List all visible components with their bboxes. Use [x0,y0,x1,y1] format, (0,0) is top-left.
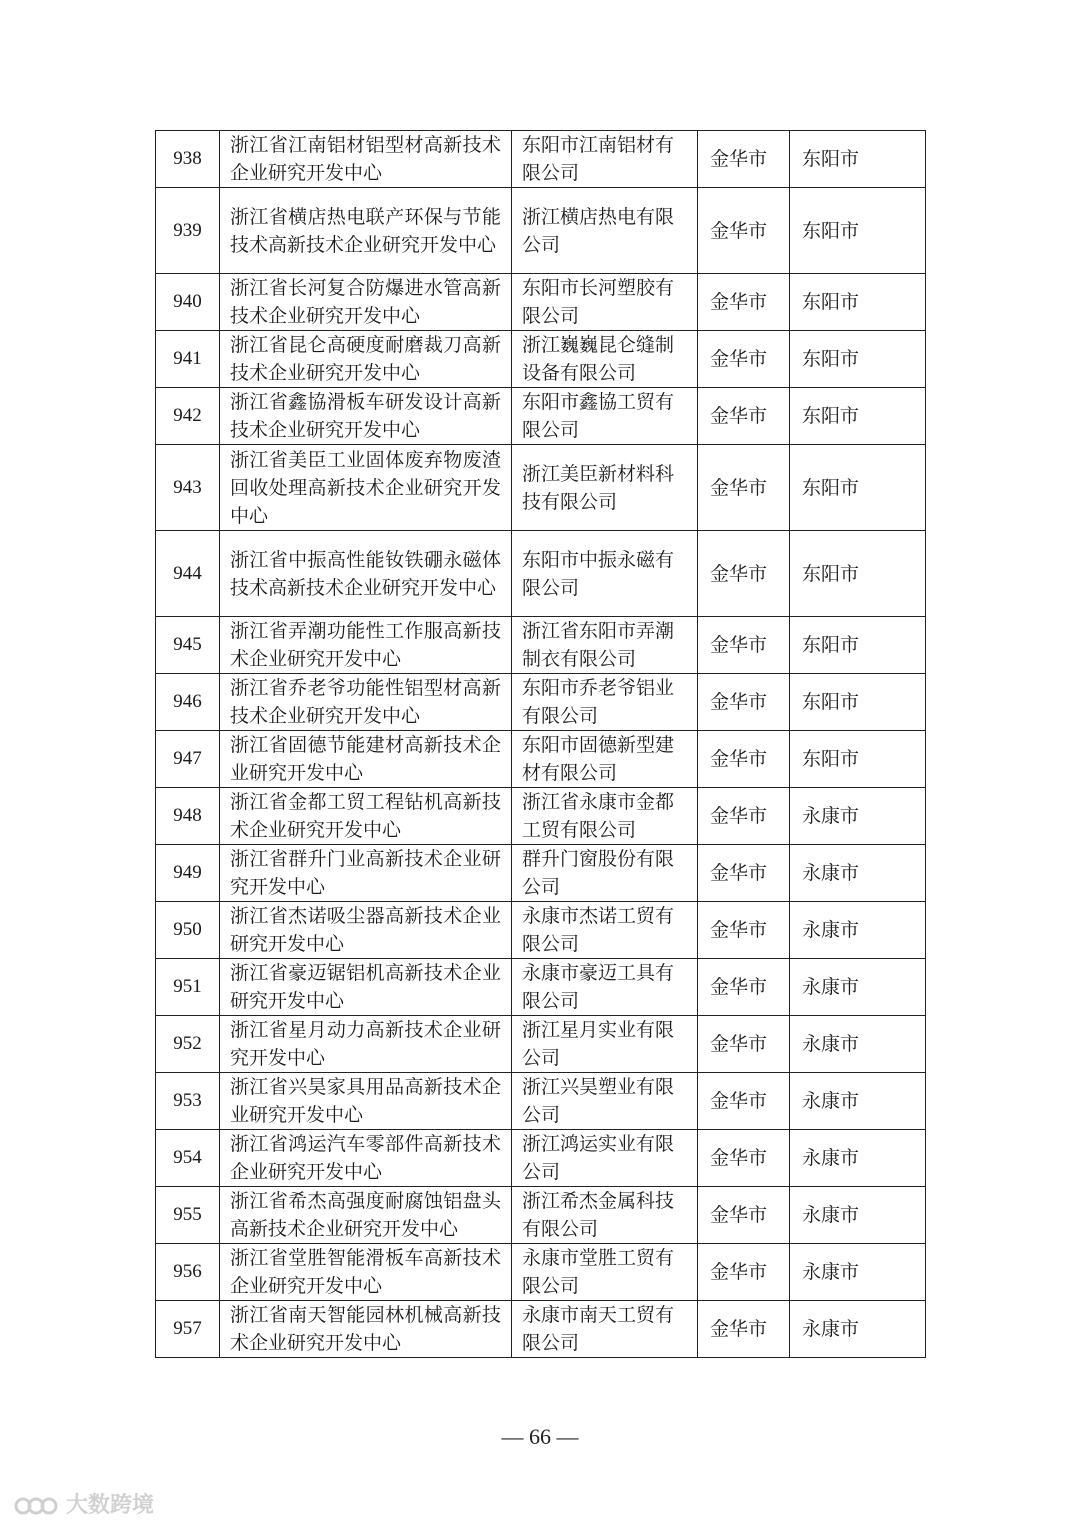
city-name: 金华市 [698,902,790,959]
table-row [156,1244,926,1301]
watermark-text: 大数跨境 [66,1493,155,1518]
row-number: 941 [156,331,220,388]
county-name: 永康市 [790,1187,926,1244]
company-name: 浙江横店热电有限公司 [512,188,698,274]
company-name: 浙江巍巍昆仑缝制设备有限公司 [512,331,698,388]
table-row [156,445,926,531]
city-name: 金华市 [698,331,790,388]
center-name: 浙江省长河复合防爆进水管高新技术企业研究开发中心 [220,274,512,331]
county-name: 永康市 [790,959,926,1016]
center-name: 浙江省南天智能园林机械高新技术企业研究开发中心 [220,1301,512,1358]
table-row [156,1073,926,1130]
table-row [156,1130,926,1187]
table-row [156,959,926,1016]
table-row [156,531,926,617]
county-name: 永康市 [790,902,926,959]
city-name: 金华市 [698,531,790,617]
center-name: 浙江省豪迈锯铝机高新技术企业研究开发中心 [220,959,512,1016]
city-name: 金华市 [698,274,790,331]
city-name: 金华市 [698,788,790,845]
logo-icon [14,1491,60,1517]
watermark [14,1488,154,1519]
center-name: 浙江省昆仑高硬度耐磨裁刀高新技术企业研究开发中心 [220,331,512,388]
city-name: 金华市 [698,131,790,188]
center-name: 浙江省江南铝材铝型材高新技术企业研究开发中心 [220,131,512,188]
county-name: 东阳市 [790,674,926,731]
center-name: 浙江省美臣工业固体废弃物废渣回收处理高新技术企业研究开发中心 [220,445,512,531]
company-name: 永康市南天工贸有限公司 [512,1301,698,1358]
table-row [156,902,926,959]
row-number: 938 [156,131,220,188]
city-name: 金华市 [698,1301,790,1358]
center-name: 浙江省杰诺吸尘器高新技术企业研究开发中心 [220,902,512,959]
city-name: 金华市 [698,1016,790,1073]
table-row [156,1016,926,1073]
company-name: 东阳市中振永磁有限公司 [512,531,698,617]
company-name: 永康市堂胜工贸有限公司 [512,1244,698,1301]
company-name: 浙江省东阳市弄潮制衣有限公司 [512,617,698,674]
county-name: 东阳市 [790,531,926,617]
city-name: 金华市 [698,388,790,445]
row-number: 942 [156,388,220,445]
table-row [156,617,926,674]
center-name: 浙江省弄潮功能性工作服高新技术企业研究开发中心 [220,617,512,674]
company-name: 东阳市长河塑胶有限公司 [512,274,698,331]
row-number: 944 [156,531,220,617]
county-name: 东阳市 [790,131,926,188]
row-number: 955 [156,1187,220,1244]
row-number: 946 [156,674,220,731]
county-name: 东阳市 [790,731,926,788]
city-name: 金华市 [698,845,790,902]
table-row [156,1301,926,1358]
company-name: 东阳市固德新型建材有限公司 [512,731,698,788]
center-name: 浙江省固德节能建材高新技术企业研究开发中心 [220,731,512,788]
company-name: 浙江鸿运实业有限公司 [512,1130,698,1187]
company-name: 浙江星月实业有限公司 [512,1016,698,1073]
company-name: 浙江美臣新材料科技有限公司 [512,445,698,531]
table-row [156,674,926,731]
city-name: 金华市 [698,1244,790,1301]
row-number: 947 [156,731,220,788]
county-name: 永康市 [790,845,926,902]
county-name: 永康市 [790,1301,926,1358]
county-name: 东阳市 [790,274,926,331]
row-number: 950 [156,902,220,959]
row-number: 951 [156,959,220,1016]
table-row [156,788,926,845]
table-row [156,731,926,788]
center-name: 浙江省乔老爷功能性铝型材高新技术企业研究开发中心 [220,674,512,731]
center-name: 浙江省鸿运汽车零部件高新技术企业研究开发中心 [220,1130,512,1187]
table-body [156,131,926,1358]
company-name: 永康市杰诺工贸有限公司 [512,902,698,959]
row-number: 956 [156,1244,220,1301]
center-name: 浙江省希杰高强度耐腐蚀铝盘头高新技术企业研究开发中心 [220,1187,512,1244]
county-name: 永康市 [790,1244,926,1301]
city-name: 金华市 [698,1073,790,1130]
county-name: 永康市 [790,1016,926,1073]
county-name: 东阳市 [790,388,926,445]
row-number: 940 [156,274,220,331]
city-name: 金华市 [698,1187,790,1244]
center-name: 浙江省兴昊家具用品高新技术企业研究开发中心 [220,1073,512,1130]
center-name: 浙江省鑫協滑板车研发设计高新技术企业研究开发中心 [220,388,512,445]
city-name: 金华市 [698,445,790,531]
company-name: 永康市豪迈工具有限公司 [512,959,698,1016]
table-row [156,845,926,902]
county-name: 永康市 [790,1073,926,1130]
center-name: 浙江省群升门业高新技术企业研究开发中心 [220,845,512,902]
company-name: 东阳市江南铝材有限公司 [512,131,698,188]
city-name: 金华市 [698,188,790,274]
center-name: 浙江省中振高性能钕铁硼永磁体技术高新技术企业研究开发中心 [220,531,512,617]
row-number: 952 [156,1016,220,1073]
row-number: 957 [156,1301,220,1358]
row-number: 939 [156,188,220,274]
company-name: 浙江省永康市金都工贸有限公司 [512,788,698,845]
row-number: 948 [156,788,220,845]
county-name: 东阳市 [790,188,926,274]
row-number: 943 [156,445,220,531]
row-number: 954 [156,1130,220,1187]
county-name: 东阳市 [790,331,926,388]
company-name: 群升门窗股份有限公司 [512,845,698,902]
company-name: 浙江兴昊塑业有限公司 [512,1073,698,1130]
row-number: 949 [156,845,220,902]
center-list-table [155,130,926,1358]
city-name: 金华市 [698,1130,790,1187]
center-name: 浙江省堂胜智能滑板车高新技术企业研究开发中心 [220,1244,512,1301]
city-name: 金华市 [698,731,790,788]
table-row [156,131,926,188]
center-name: 浙江省金都工贸工程钻机高新技术企业研究开发中心 [220,788,512,845]
table-row [156,331,926,388]
city-name: 金华市 [698,617,790,674]
city-name: 金华市 [698,674,790,731]
table-row [156,188,926,274]
row-number: 945 [156,617,220,674]
table-row [156,1187,926,1244]
row-number: 953 [156,1073,220,1130]
county-name: 东阳市 [790,445,926,531]
company-name: 东阳市鑫協工贸有限公司 [512,388,698,445]
county-name: 永康市 [790,788,926,845]
center-name: 浙江省横店热电联产环保与节能技术高新技术企业研究开发中心 [220,188,512,274]
county-name: 东阳市 [790,617,926,674]
table-row [156,274,926,331]
county-name: 永康市 [790,1130,926,1187]
page-number: — 66 — [501,1424,579,1449]
city-name: 金华市 [698,959,790,1016]
company-name: 浙江希杰金属科技有限公司 [512,1187,698,1244]
company-name: 东阳市乔老爷铝业有限公司 [512,674,698,731]
center-name: 浙江省星月动力高新技术企业研究开发中心 [220,1016,512,1073]
table-row [156,388,926,445]
